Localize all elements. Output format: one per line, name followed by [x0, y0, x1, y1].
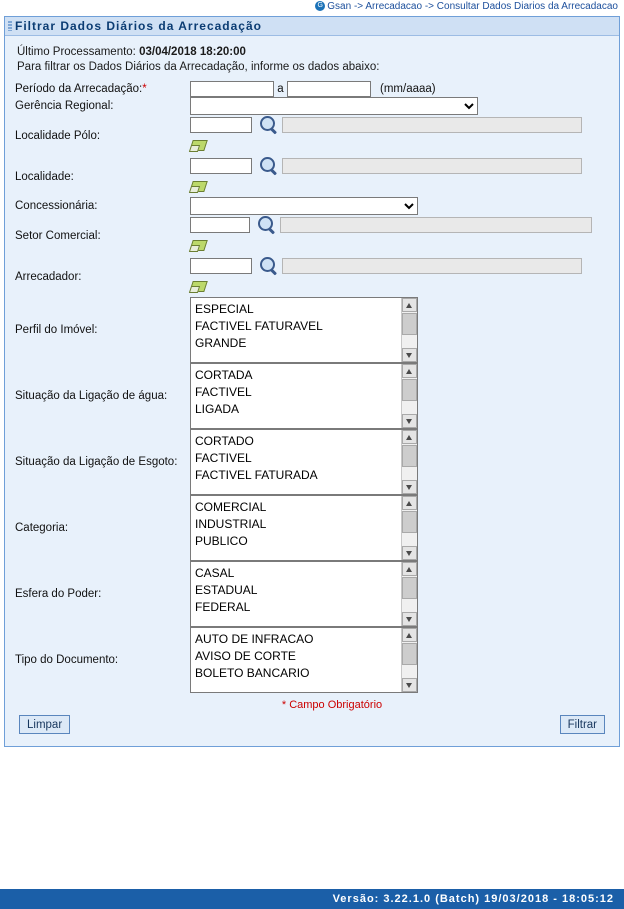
- scroll-down-icon[interactable]: [402, 678, 417, 692]
- setor-comercial-label-cell: [15, 215, 190, 256]
- arrecadador-field-cell: [190, 256, 609, 297]
- list-item[interactable]: GRANDE: [195, 336, 247, 350]
- scroll-up-icon[interactable]: [402, 628, 417, 642]
- panel-title-bar: [5, 17, 619, 36]
- list-item[interactable]: FACTIVEL FATURAVEL: [195, 319, 323, 333]
- perfil-imovel-field-cell: [190, 297, 609, 363]
- localidade-polo-label: Localidade Pólo:: [15, 129, 101, 142]
- perfil-imovel-options: [191, 298, 417, 352]
- categoria-label: Categoria:: [15, 522, 69, 534]
- localidade-polo-label-cell: [15, 115, 190, 156]
- list-item[interactable]: FACTIVEL: [195, 385, 252, 399]
- tipo-documento-options: [191, 628, 417, 682]
- concessionaria-label: Concessionária:: [15, 200, 98, 212]
- last-processing-label: Último Processamento:: [17, 46, 136, 58]
- periodo-from-input[interactable]: [190, 81, 274, 97]
- row-localidade: [15, 156, 609, 197]
- concessionaria-label-cell: [15, 197, 190, 215]
- periodo-label: Período da Arrecadação:: [15, 83, 143, 95]
- scroll-thumb[interactable]: [402, 379, 417, 401]
- instruction-text: Para filtrar os Dados Diários da Arrecadação, informe os dados abaixo:: [17, 61, 380, 73]
- magnifier-icon[interactable]: [259, 156, 279, 176]
- localidade-field-cell: [190, 156, 609, 197]
- arrecadador-code-input[interactable]: [190, 258, 252, 274]
- filter-panel: [4, 16, 620, 747]
- eraser-icon[interactable]: [190, 178, 208, 194]
- row-gerencia-regional: [15, 97, 609, 115]
- esfera-poder-label-cell: [15, 561, 190, 627]
- scroll-up-icon[interactable]: [402, 562, 417, 576]
- gsan-icon: G: [315, 1, 325, 11]
- tipo-documento-listbox[interactable]: [190, 627, 418, 693]
- esfera-poder-label: Esfera do Poder:: [15, 588, 102, 600]
- scroll-up-icon[interactable]: [402, 298, 417, 312]
- scrollbar[interactable]: [401, 628, 417, 692]
- scroll-up-icon[interactable]: [402, 496, 417, 510]
- scrollbar[interactable]: [401, 298, 417, 362]
- last-processing: [17, 46, 609, 58]
- page-title: Filtrar Dados Diários da Arrecadação: [15, 19, 262, 33]
- button-row: [15, 713, 609, 740]
- localidade-polo-clear-cell: [190, 135, 609, 156]
- concessionaria-select[interactable]: [190, 197, 418, 215]
- list-item[interactable]: ESTADUAL: [195, 583, 258, 597]
- situacao-ligacao-agua-label: Situação da Ligação de água:: [15, 390, 168, 402]
- situacao-esgoto-label-cell: [15, 429, 190, 495]
- scrollbar[interactable]: [401, 562, 417, 626]
- categoria-listbox[interactable]: [190, 495, 418, 561]
- list-item[interactable]: ESPECIAL: [195, 302, 254, 316]
- localidade-polo-code-input[interactable]: [190, 117, 252, 133]
- esfera-poder-options: [191, 562, 417, 616]
- setor-comercial-label: Setor Comercial:: [15, 229, 101, 242]
- list-item[interactable]: AUTO DE INFRACAO: [195, 632, 314, 646]
- localidade-polo-description: [282, 117, 582, 133]
- gerencia-regional-select[interactable]: [190, 97, 478, 115]
- clear-button[interactable]: Limpar: [19, 715, 70, 734]
- row-tipo-documento: [15, 627, 609, 693]
- localidade-code-input[interactable]: [190, 158, 252, 174]
- perfil-imovel-label: Perfil do Imóvel:: [15, 324, 98, 336]
- situacao-ligacao-esgoto-options: [191, 430, 417, 484]
- row-setor-comercial: [15, 215, 609, 256]
- periodo-format-hint: (mm/aaaa): [380, 83, 436, 95]
- drag-grip-icon: [8, 21, 12, 31]
- row-periodo: [15, 81, 609, 97]
- scroll-down-icon[interactable]: [402, 348, 417, 362]
- scroll-thumb[interactable]: [402, 313, 417, 335]
- categoria-field-cell: [190, 495, 609, 561]
- setor-comercial-code-input[interactable]: [190, 217, 250, 233]
- list-item[interactable]: COMERCIAL: [195, 500, 267, 514]
- periodo-required-mark: *: [142, 83, 147, 95]
- setor-comercial-description: [280, 217, 592, 233]
- list-item[interactable]: AVISO DE CORTE: [195, 649, 296, 663]
- scroll-thumb[interactable]: [402, 511, 417, 533]
- row-situacao-esgoto: [15, 429, 609, 495]
- localidade-label-cell: [15, 156, 190, 197]
- perfil-imovel-listbox[interactable]: [190, 297, 418, 363]
- setor-comercial-field-cell: [190, 215, 609, 256]
- situacao-ligacao-agua-options: [191, 364, 417, 418]
- eraser-icon[interactable]: [190, 278, 208, 294]
- gerencia-label-cell: [15, 97, 190, 115]
- filter-button[interactable]: Filtrar: [560, 715, 605, 734]
- last-processing-value: 03/04/2018 18:20:00: [139, 46, 246, 58]
- setor-comercial-clear-cell: [190, 235, 609, 256]
- breadcrumb: [0, 0, 624, 14]
- row-arrecadador: [15, 256, 609, 297]
- situacao-ligacao-esgoto-listbox[interactable]: [190, 429, 418, 495]
- localidade-label: Localidade:: [15, 170, 74, 183]
- localidade-description: [282, 158, 582, 174]
- list-item[interactable]: CORTADA: [195, 368, 253, 382]
- periodo-to-input[interactable]: [287, 81, 371, 97]
- list-item[interactable]: INDUSTRIAL: [195, 517, 267, 531]
- required-note: * Campo Obrigatório: [281, 699, 383, 711]
- list-item[interactable]: LIGADA: [195, 402, 240, 416]
- scroll-down-icon[interactable]: [402, 546, 417, 560]
- categoria-label-cell: [15, 495, 190, 561]
- arrecadador-label: Arrecadador:: [15, 270, 82, 283]
- situacao-ligacao-agua-listbox[interactable]: [190, 363, 418, 429]
- magnifier-icon[interactable]: [259, 256, 279, 276]
- list-item[interactable]: CASAL: [195, 566, 235, 580]
- arrecadador-clear-cell: [190, 276, 609, 297]
- tipo-documento-label-cell: [15, 627, 190, 693]
- filter-form: [15, 81, 609, 693]
- arrecadador-label-cell: [15, 256, 190, 297]
- scroll-thumb[interactable]: [402, 577, 417, 599]
- esfera-poder-listbox[interactable]: [190, 561, 418, 627]
- scroll-down-icon[interactable]: [402, 612, 417, 626]
- situacao-esgoto-field-cell: [190, 429, 609, 495]
- row-localidade-polo: [15, 115, 609, 156]
- scroll-down-icon[interactable]: [402, 414, 417, 428]
- localidade-clear-cell: [190, 176, 609, 197]
- periodo-field-cell: [190, 81, 609, 97]
- row-esfera-poder: [15, 561, 609, 627]
- situacao-agua-field-cell: [190, 363, 609, 429]
- scroll-thumb[interactable]: [402, 643, 417, 665]
- breadcrumb-text: Gsan -> Arrecadacao -> Consultar Dados Diarios da Arrecadacao: [327, 1, 618, 12]
- scrollbar[interactable]: [401, 496, 417, 560]
- gerencia-regional-label: Gerência Regional:: [15, 100, 114, 112]
- categoria-options: [191, 496, 417, 550]
- row-categoria: [15, 495, 609, 561]
- scrollbar[interactable]: [401, 430, 417, 494]
- panel-body: [5, 36, 619, 746]
- row-situacao-agua: [15, 363, 609, 429]
- situacao-ligacao-esgoto-label: Situação da Ligação de Esgoto:: [15, 456, 178, 468]
- arrecadador-description: [282, 258, 582, 274]
- scroll-down-icon[interactable]: [402, 480, 417, 494]
- tipo-documento-label: Tipo do Documento:: [15, 654, 119, 666]
- magnifier-icon[interactable]: [257, 215, 277, 235]
- list-item[interactable]: FACTIVEL FATURADA: [195, 468, 318, 482]
- list-item[interactable]: FACTIVEL: [195, 451, 252, 465]
- scrollbar[interactable]: [401, 364, 417, 428]
- list-item[interactable]: FEDERAL: [195, 600, 251, 614]
- eraser-icon[interactable]: [190, 237, 208, 253]
- periodo-separator: a: [277, 83, 284, 95]
- tipo-documento-field-cell: [190, 627, 609, 693]
- row-perfil-imovel: [15, 297, 609, 363]
- perfil-imovel-label-cell: [15, 297, 190, 363]
- list-item[interactable]: CORTADO: [195, 434, 254, 448]
- magnifier-icon[interactable]: [259, 115, 279, 135]
- gerencia-field-cell: [190, 97, 609, 115]
- version-bar: Versão: 3.22.1.0 (Batch) 19/03/2018 - 18:05:12: [0, 889, 624, 909]
- situacao-agua-label-cell: [15, 363, 190, 429]
- periodo-label-cell: [15, 81, 190, 97]
- list-item[interactable]: BOLETO BANCARIO: [195, 666, 310, 680]
- esfera-poder-field-cell: [190, 561, 609, 627]
- concessionaria-field-cell: [190, 197, 609, 215]
- scroll-up-icon[interactable]: [402, 430, 417, 444]
- scroll-thumb[interactable]: [402, 445, 417, 467]
- list-item[interactable]: PUBLICO: [195, 534, 248, 548]
- localidade-polo-field-cell: [190, 115, 609, 156]
- scroll-up-icon[interactable]: [402, 364, 417, 378]
- row-concessionaria: [15, 197, 609, 215]
- eraser-icon[interactable]: [190, 137, 208, 153]
